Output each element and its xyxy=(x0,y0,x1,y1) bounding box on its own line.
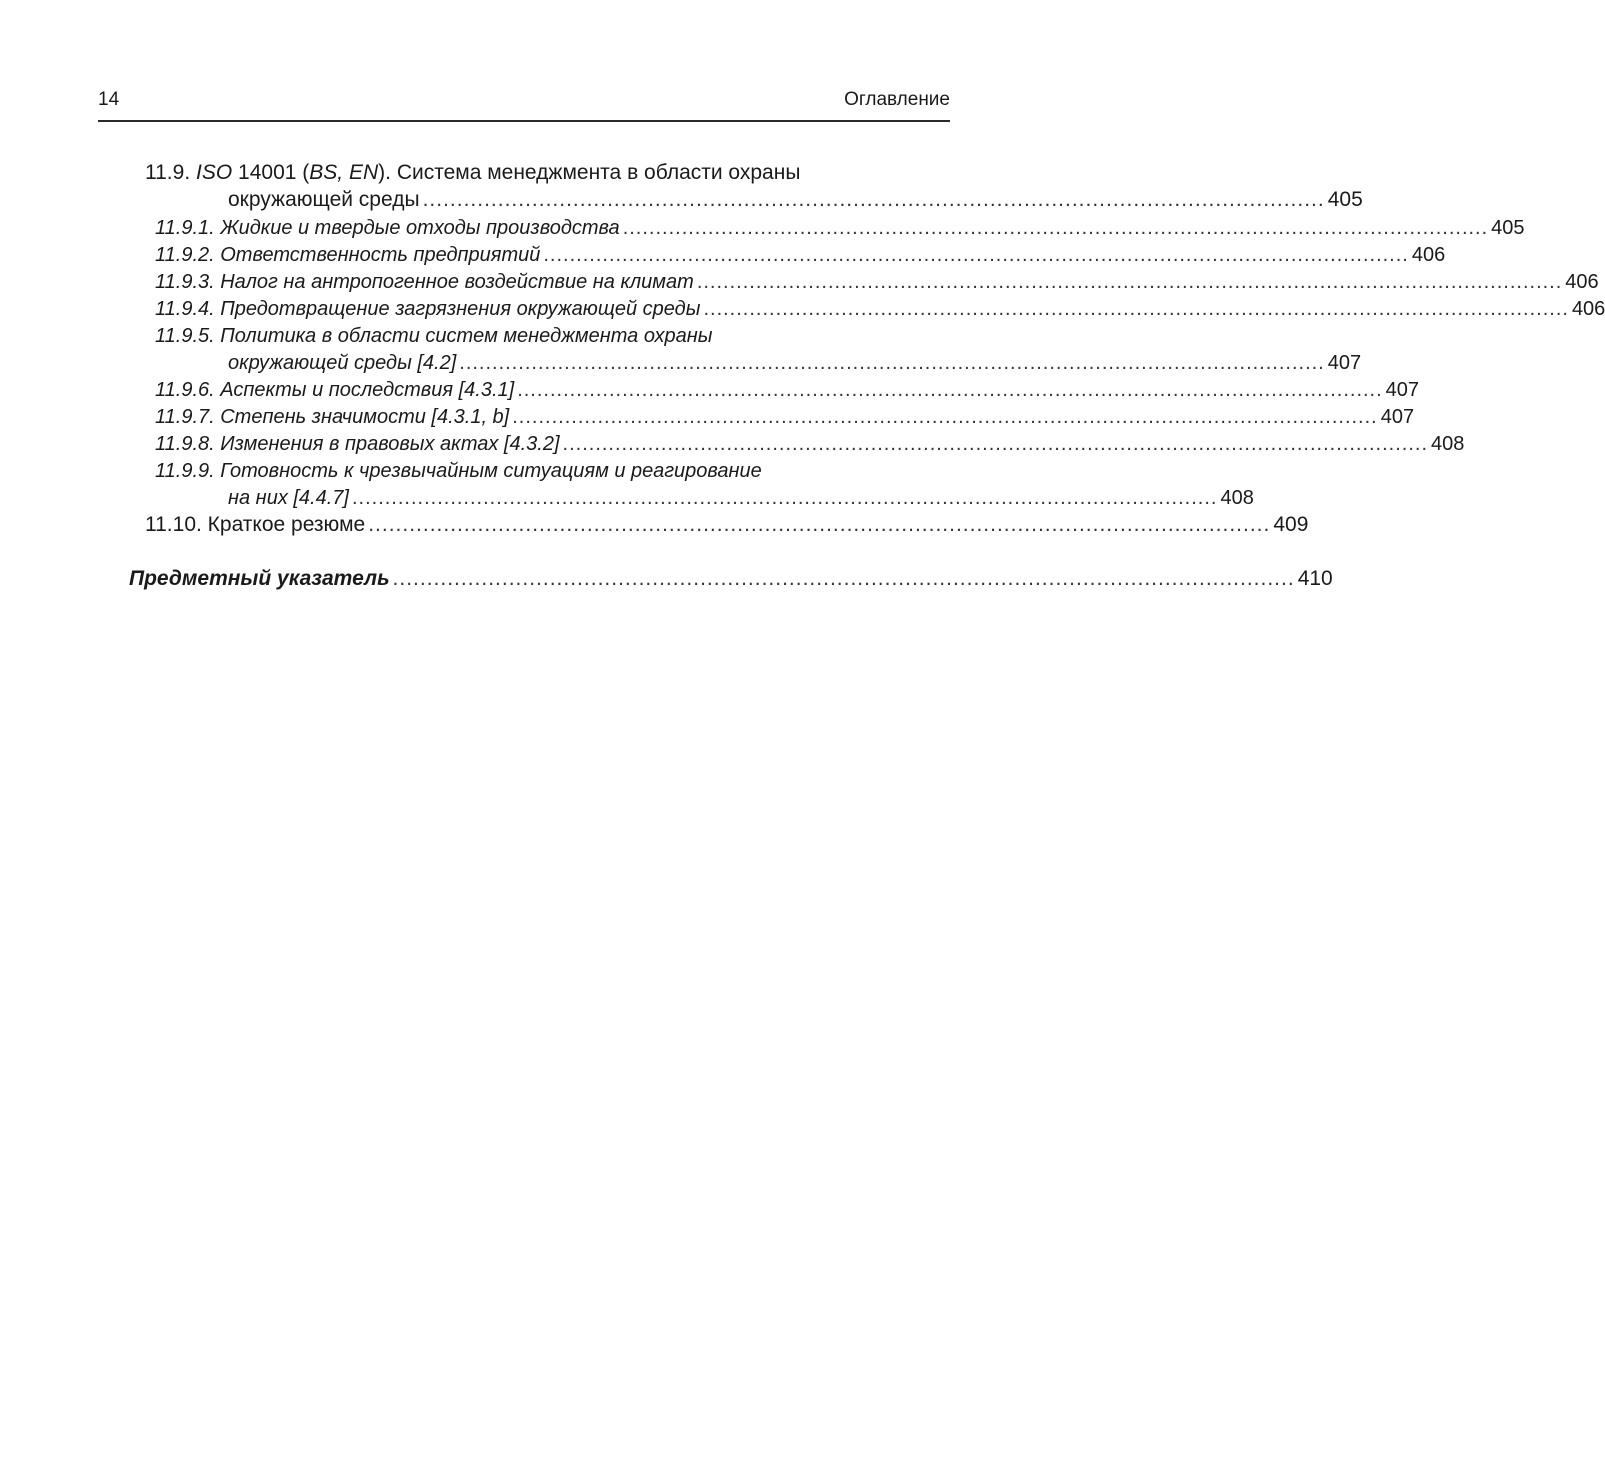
toc-page-number: 408 xyxy=(1220,487,1254,509)
toc-entry-11-9-5[interactable] xyxy=(155,323,945,349)
toc-entry-title: 11.9.2. Ответственность предприятий xyxy=(155,244,541,266)
toc-entry-number: 11.9. xyxy=(145,161,191,184)
toc-entry-title: 11.9.4. Предотвращение загрязнения окружающей среды xyxy=(155,298,701,320)
toc-entry-title: 11.9.8. Изменения в правовых актах [4.3.2] xyxy=(155,433,560,455)
toc-page-number: 405 xyxy=(1491,217,1525,239)
toc-entry-11-9-8[interactable] xyxy=(155,431,1465,457)
toc-entry-title: Система менеджмента в области охраны xyxy=(396,161,801,184)
leader-dots: .................................................................................................................................... xyxy=(351,487,1218,509)
header-rule xyxy=(98,120,950,122)
leader-dots: .................................................................................................................................... xyxy=(368,513,1271,536)
toc-entry-title: 11.9.7. Степень значимости [4.3.1, b] xyxy=(155,406,510,428)
leader-dots: .................................................................................................................................... xyxy=(512,406,1378,428)
toc-entry-11-9-5-cont[interactable] xyxy=(228,350,1362,376)
leader-dots: .................................................................................................................................... xyxy=(392,567,1295,590)
toc-page-number: 405 xyxy=(1327,188,1363,211)
toc-entry-11-9-9[interactable] xyxy=(155,458,945,484)
toc-entry-title: 11.10. Краткое резюме xyxy=(145,513,366,536)
toc-entry-11-9-2[interactable] xyxy=(155,242,1446,268)
toc-page-number: 408 xyxy=(1431,433,1465,455)
toc-entry-11-9[interactable] xyxy=(145,160,945,186)
toc-entry-title: 11.9.5. Политика в области систем менеджмента охраны xyxy=(155,325,713,347)
toc-entry-11-9-7[interactable] xyxy=(155,404,1415,430)
toc-entry-11-9-6[interactable] xyxy=(155,377,1420,403)
leader-dots: .................................................................................................................................... xyxy=(543,244,1409,266)
toc-entry-title-cont: на них [4.4.7] xyxy=(228,487,349,509)
toc-entry-title: 11.9.6. Аспекты и последствия [4.3.1] xyxy=(155,379,515,401)
toc-entry-11-9-cont[interactable] xyxy=(228,187,1363,213)
toc-entry-title-cont: окружающей среды [4.2] xyxy=(228,352,457,374)
standards-label: BS, EN xyxy=(309,161,379,184)
toc-entry-index[interactable] xyxy=(129,566,1333,592)
leader-dots: .................................................................................................................................... xyxy=(562,433,1429,455)
toc-entry-title: 11.9.9. Готовность к чрезвычайным ситуациям и реагирование xyxy=(155,460,762,482)
toc-page-number: 406 xyxy=(1571,298,1605,320)
leader-dots: .................................................................................................................................... xyxy=(459,352,1325,374)
toc-page-number: 410 xyxy=(1297,567,1333,590)
leader-dots: .................................................................................................................................... xyxy=(622,217,1489,239)
running-title: Оглавление xyxy=(844,89,950,110)
toc-page-number: 407 xyxy=(1380,406,1415,428)
iso-label: ISO xyxy=(196,161,233,184)
leader-dots: .................................................................................................................................... xyxy=(422,188,1325,211)
leader-dots: .................................................................................................................................... xyxy=(703,298,1569,320)
toc-entry-11-9-1[interactable] xyxy=(155,215,1525,241)
toc-entry-11-10[interactable] xyxy=(145,512,1309,538)
toc-entry-11-9-4[interactable] xyxy=(155,296,1605,322)
toc-entry-title: Предметный указатель xyxy=(129,567,390,590)
page-number: 14 xyxy=(98,89,120,110)
open-paren: ( xyxy=(302,161,310,184)
toc-entry-11-9-3[interactable] xyxy=(155,269,1599,295)
toc-page-number: 409 xyxy=(1273,513,1309,536)
toc-entry-title: 11.9.3. Налог на антропогенное воздействие на климат xyxy=(155,271,694,293)
toc-entry-11-9-9-cont[interactable] xyxy=(228,485,1254,511)
toc-page-number: 407 xyxy=(1327,352,1362,374)
toc-page-number: 407 xyxy=(1385,379,1420,401)
iso-number: 14001 xyxy=(238,161,297,184)
leader-dots: .................................................................................................................................... xyxy=(517,379,1383,401)
close-paren: ). xyxy=(378,161,391,184)
toc-page-number: 406 xyxy=(1411,244,1446,266)
toc-entry-title: 11.9.1. Жидкие и твердые отходы производства xyxy=(155,217,620,239)
leader-dots: .................................................................................................................................... xyxy=(696,271,1563,293)
toc-entry-title-cont: окружающей среды xyxy=(228,188,420,211)
toc-page-number: 406 xyxy=(1565,271,1599,293)
